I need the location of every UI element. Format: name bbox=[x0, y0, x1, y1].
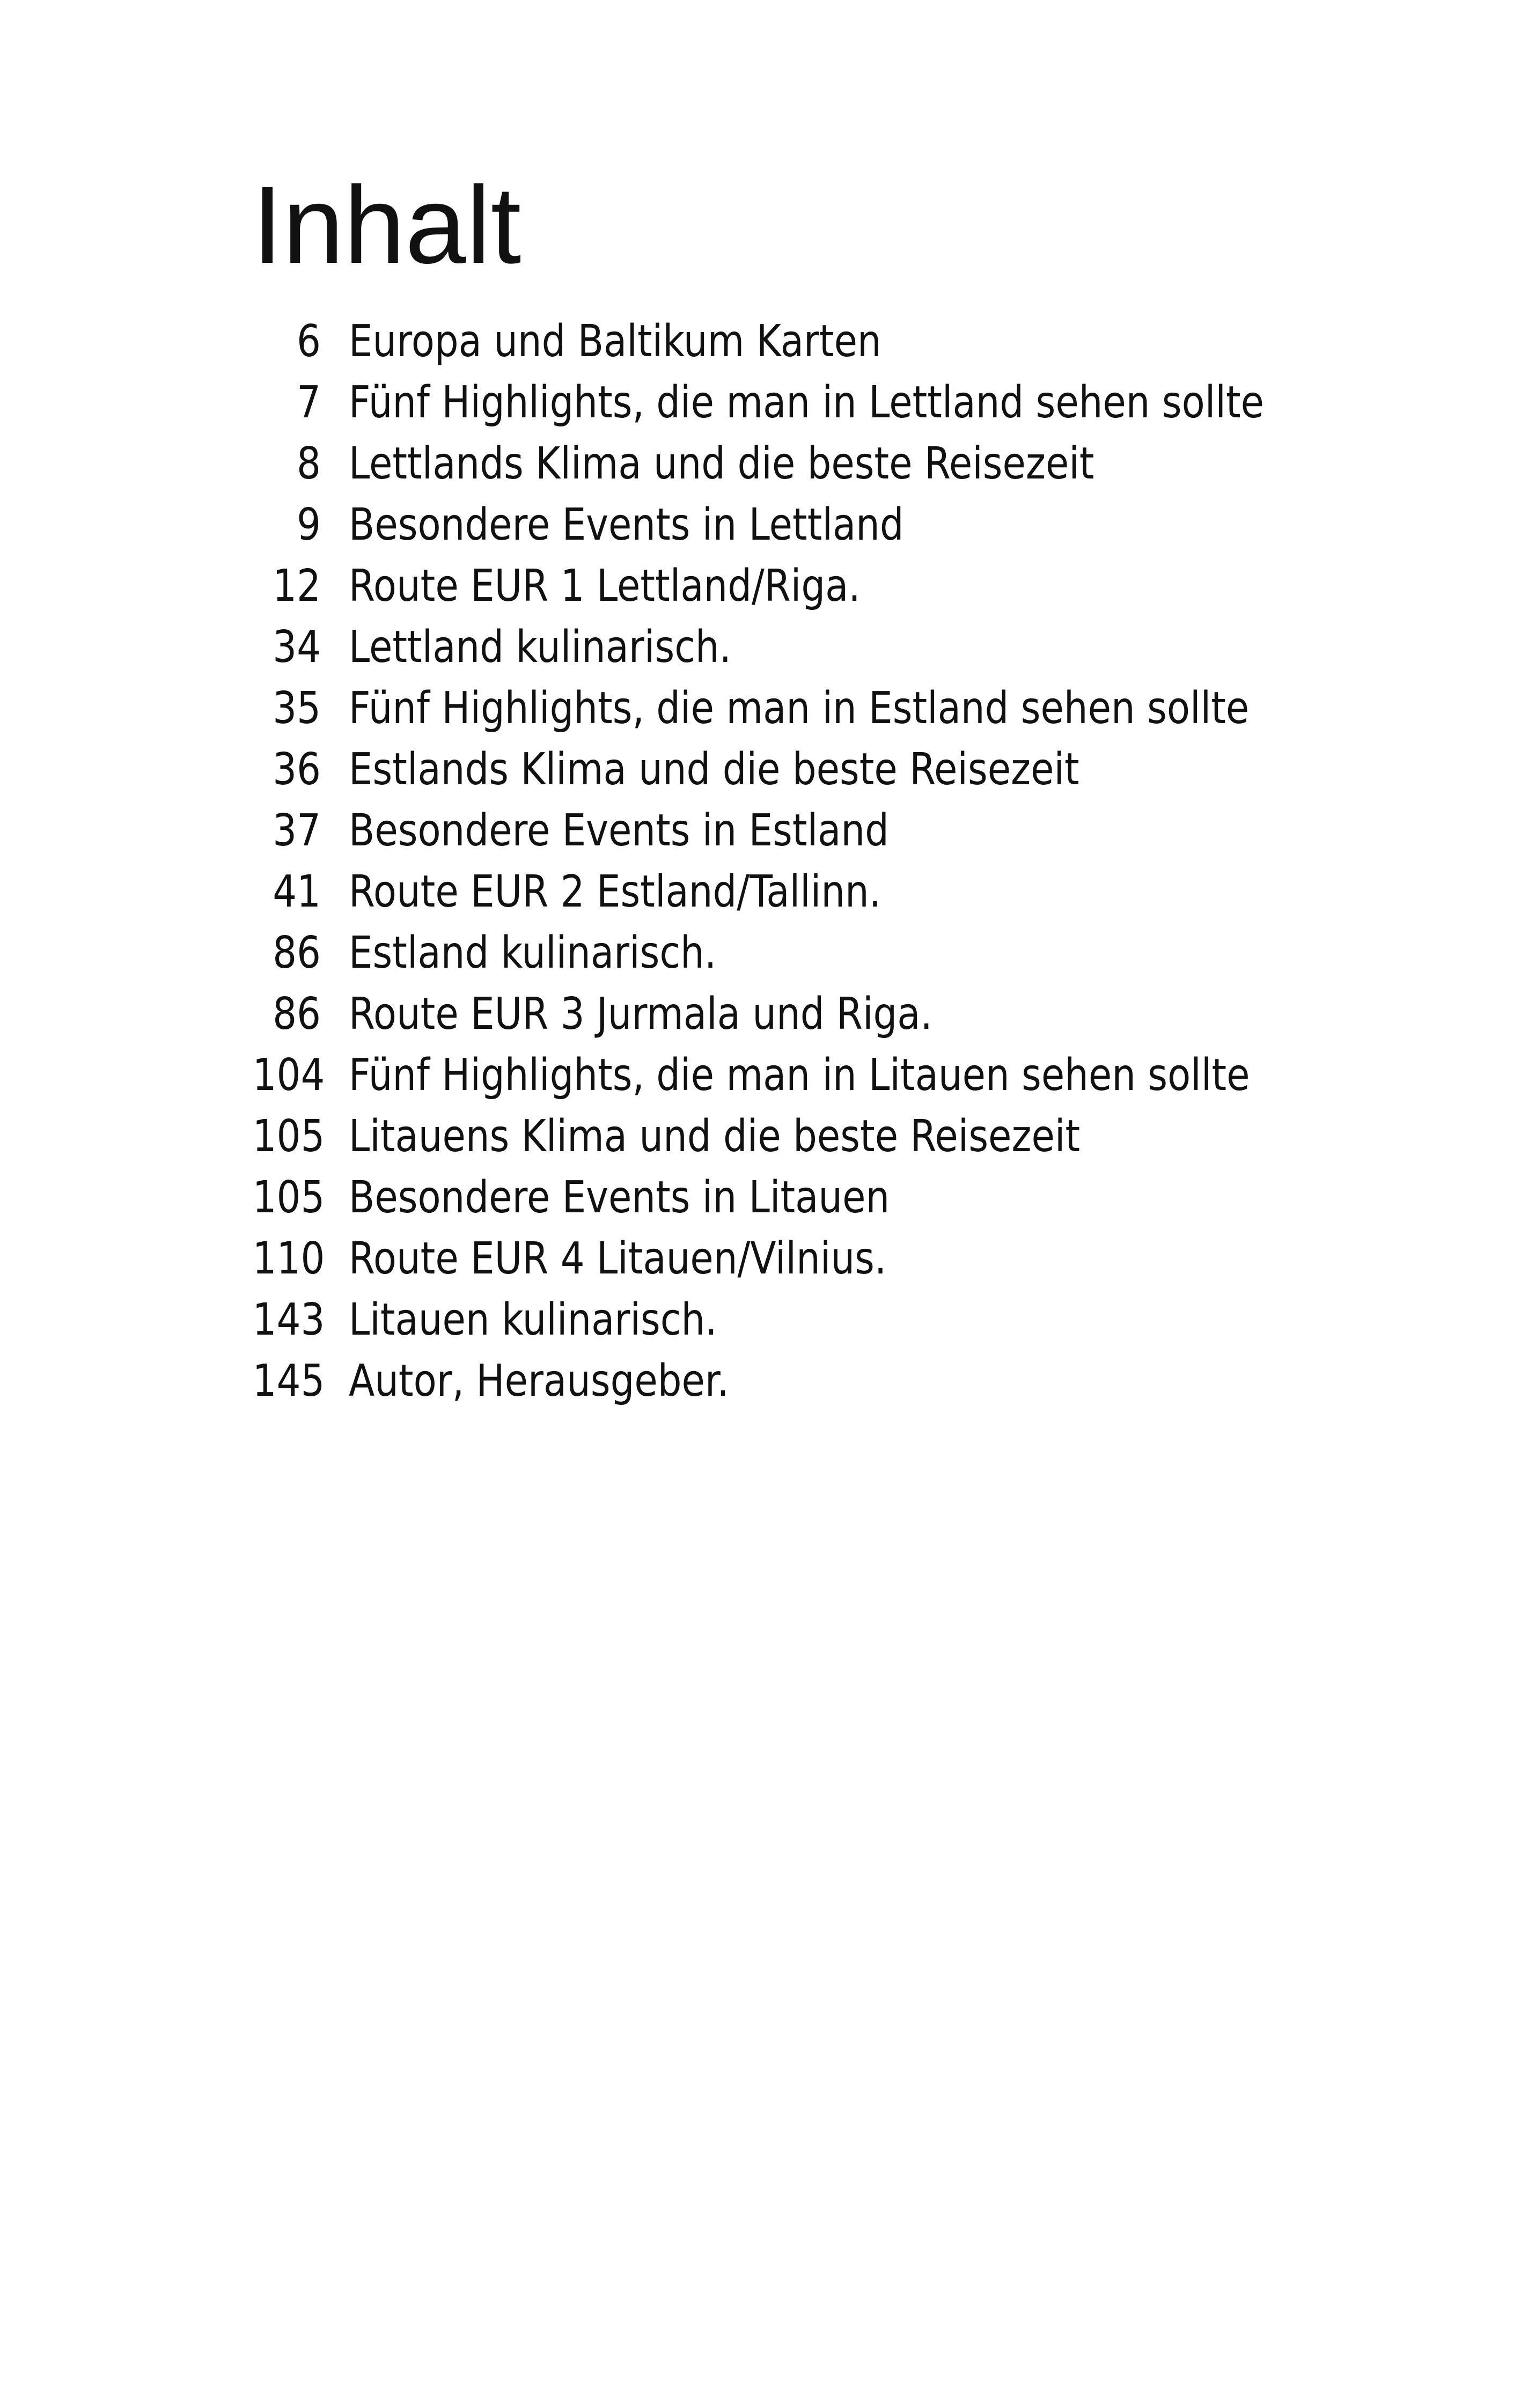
toc-entry-title: Route EUR 4 Litauen/Vilnius. bbox=[349, 1233, 887, 1284]
toc-entry-title: Litauen kulinarisch. bbox=[349, 1294, 717, 1345]
toc-entry bbox=[241, 311, 1449, 372]
toc-page-number: 105 bbox=[252, 1172, 325, 1223]
toc-entry-title: Lettland kulinarisch. bbox=[349, 622, 732, 673]
toc-page-number: 12 bbox=[273, 561, 321, 612]
toc-entry-title: Fünf Highlights, die man in Lettland sehen sollte bbox=[349, 377, 1265, 428]
toc-entry bbox=[241, 1167, 1449, 1228]
toc-entry-title: Estlands Klima und die beste Reisezeit bbox=[349, 744, 1079, 795]
toc-page-number: 104 bbox=[252, 1050, 325, 1101]
toc-page-number: 41 bbox=[273, 866, 321, 917]
toc-entry bbox=[241, 1290, 1449, 1351]
toc-page-number: 8 bbox=[297, 438, 321, 489]
toc-entry bbox=[241, 433, 1449, 495]
toc-entry bbox=[241, 1351, 1449, 1412]
toc-entry bbox=[241, 1106, 1449, 1167]
toc-entry bbox=[241, 372, 1449, 433]
toc-page-number: 110 bbox=[252, 1233, 325, 1284]
toc-entry bbox=[241, 495, 1449, 556]
toc-entry bbox=[241, 861, 1449, 923]
toc-page-number: 35 bbox=[273, 683, 321, 734]
toc-entry-title: Fünf Highlights, die man in Litauen sehen sollte bbox=[349, 1050, 1250, 1101]
toc-entry bbox=[241, 923, 1449, 984]
toc-entry-title: Route EUR 3 Jurmala und Riga. bbox=[349, 989, 932, 1040]
toc-page-number: 145 bbox=[252, 1356, 325, 1406]
toc-page-number: 86 bbox=[273, 989, 321, 1040]
toc-page-number: 9 bbox=[297, 499, 321, 550]
toc-entry bbox=[241, 1228, 1449, 1290]
toc-entry-title: Fünf Highlights, die man in Estland sehen sollte bbox=[349, 683, 1250, 734]
toc-page-number: 34 bbox=[273, 622, 321, 673]
toc-entry-title: Besondere Events in Litauen bbox=[349, 1172, 890, 1223]
toc-entry-title: Autor, Herausgeber. bbox=[349, 1356, 729, 1406]
toc-entry-title: Besondere Events in Estland bbox=[349, 805, 889, 856]
toc-entry-title: Europa und Baltikum Karten bbox=[349, 316, 881, 367]
toc-entry-title: Estland kulinarisch. bbox=[349, 927, 717, 978]
toc-entry-title: Route EUR 1 Lettland/Riga. bbox=[349, 561, 861, 612]
toc-page-number: 37 bbox=[273, 805, 321, 856]
toc-entry bbox=[241, 984, 1449, 1045]
page-title: Inhalt bbox=[252, 164, 521, 286]
toc-entry-title: Route EUR 2 Estland/Tallinn. bbox=[349, 866, 881, 917]
toc-entry bbox=[241, 800, 1449, 861]
toc-entry-title: Besondere Events in Lettland bbox=[349, 499, 904, 550]
toc-page-number: 105 bbox=[252, 1111, 325, 1162]
toc-page-number: 6 bbox=[297, 316, 321, 367]
toc-entry bbox=[241, 617, 1449, 678]
toc-entry bbox=[241, 1045, 1449, 1106]
toc-entry bbox=[241, 739, 1449, 800]
table-of-contents bbox=[241, 311, 1449, 1412]
toc-entry-title: Litauens Klima und die beste Reisezeit bbox=[349, 1111, 1081, 1162]
toc-entry bbox=[241, 556, 1449, 617]
toc-page-number: 143 bbox=[252, 1294, 325, 1345]
toc-entry bbox=[241, 678, 1449, 739]
toc-page-number: 86 bbox=[273, 927, 321, 978]
toc-page-number: 7 bbox=[297, 377, 321, 428]
toc-entry-title: Lettlands Klima und die beste Reisezeit bbox=[349, 438, 1094, 489]
toc-page-number: 36 bbox=[273, 744, 321, 795]
